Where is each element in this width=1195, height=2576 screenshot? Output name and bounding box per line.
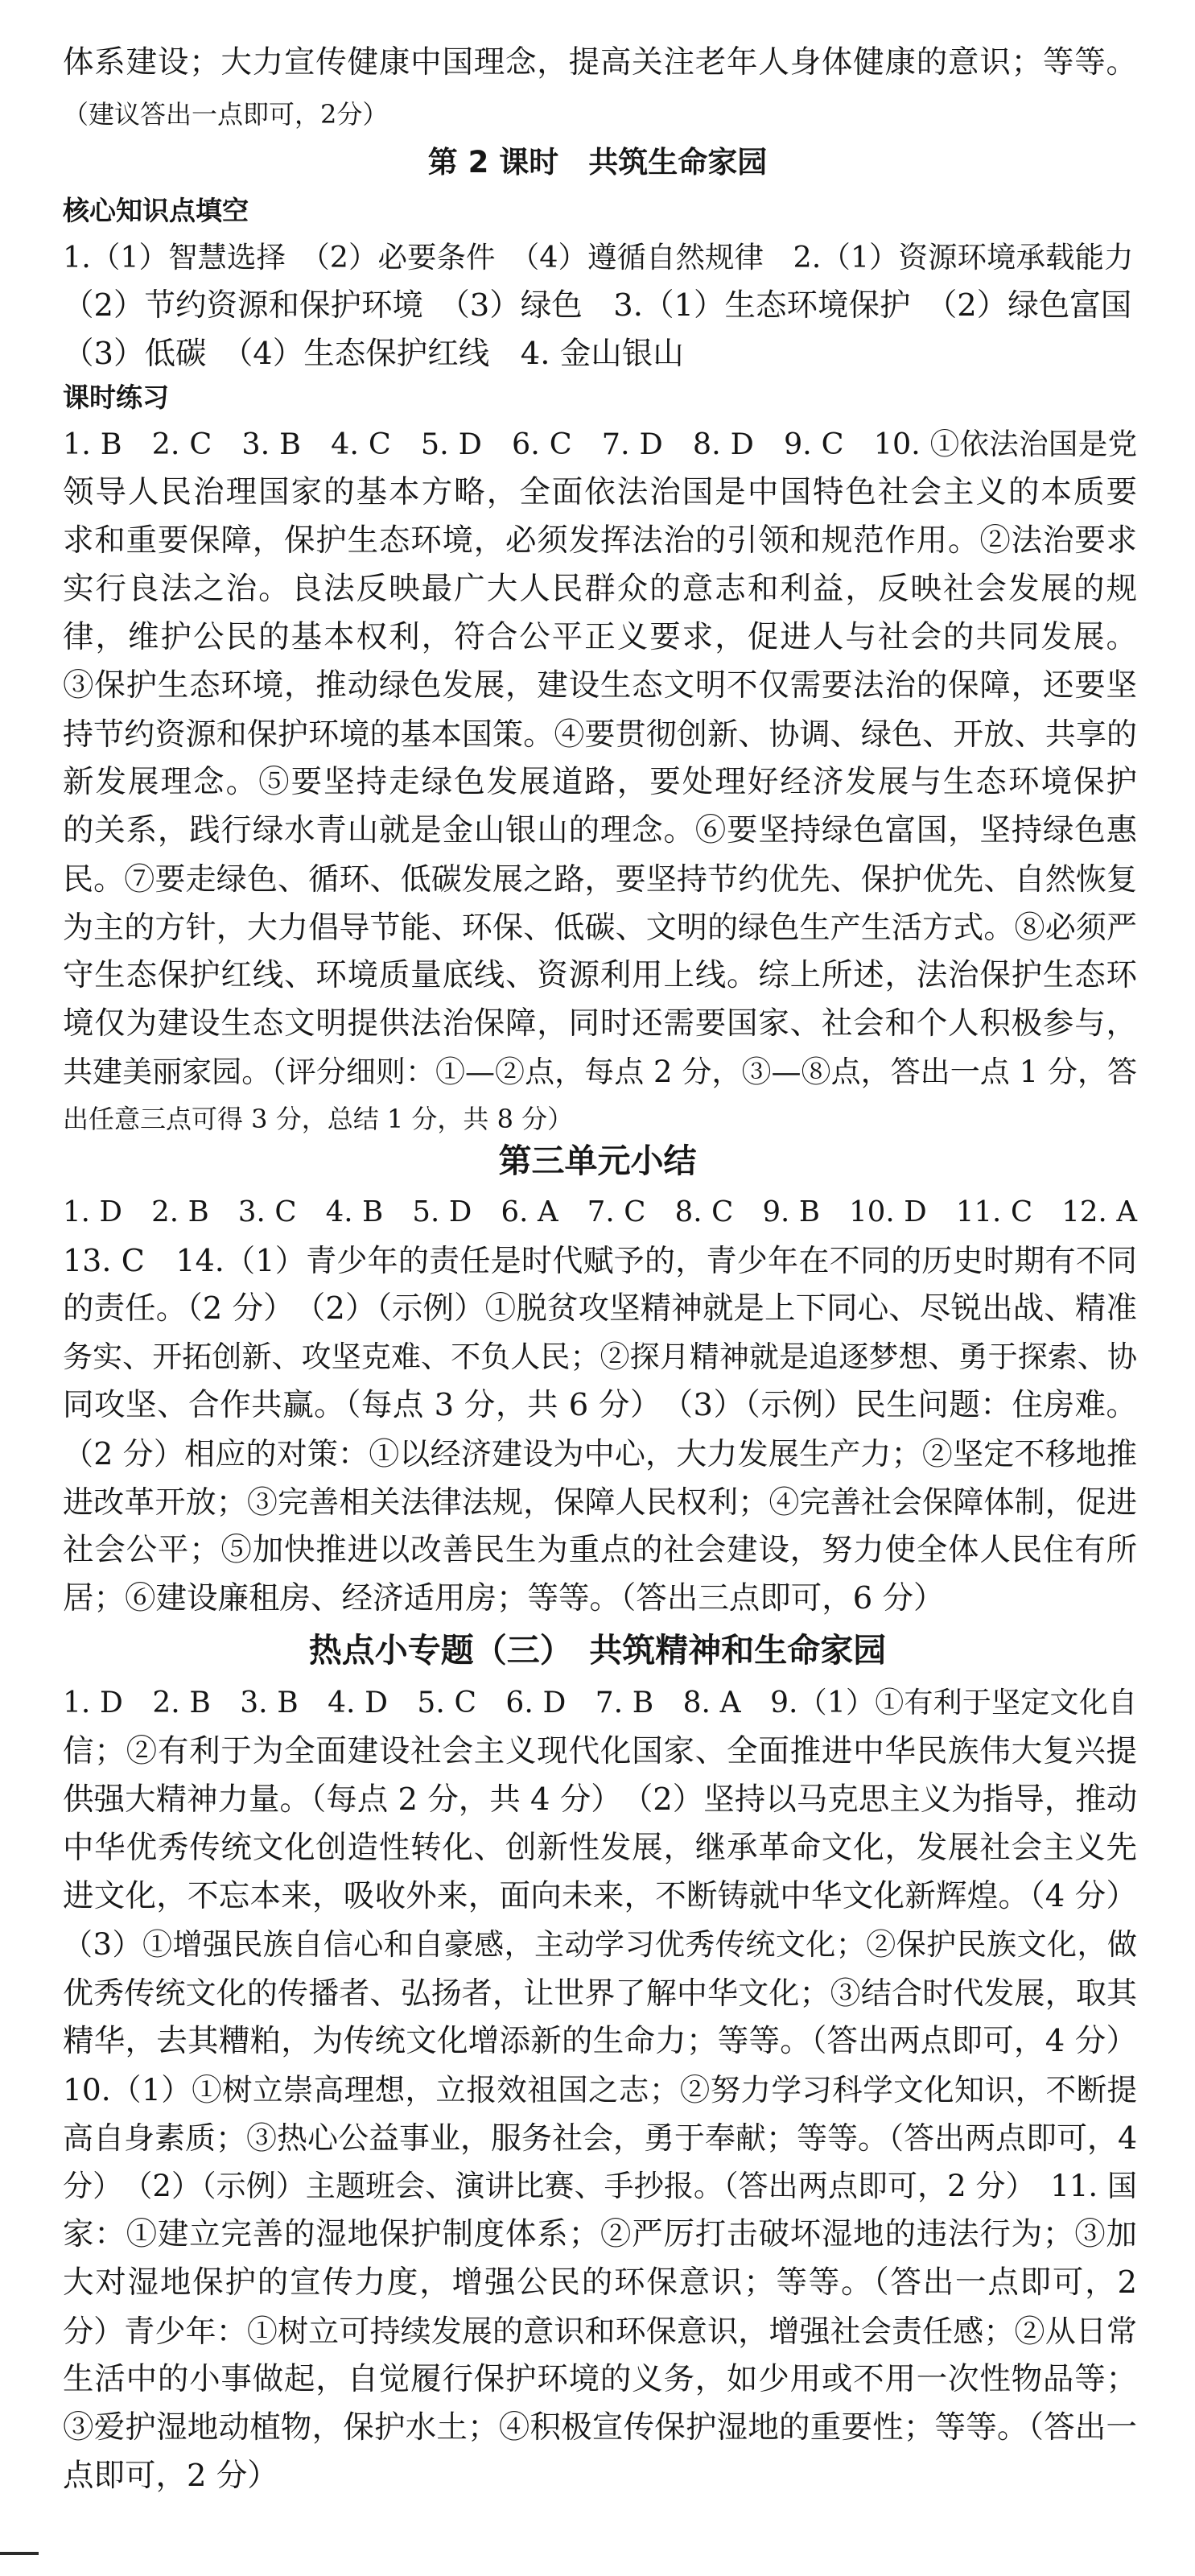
text-line: 居；⑥建设廉租房、经济适用房；等等。（答出三点即可，6 分）	[63, 1580, 945, 1616]
core-knowledge-label: 核心知识点填空	[63, 195, 249, 226]
hot-topic-title: 热点小专题（三） 共筑精神和生命家园	[308, 1631, 887, 1670]
text-line: 持节约资源和保护环境的基本国策。④要贯彻创新、协调、绿色、开放、共享的	[63, 716, 1137, 752]
text-line: 同攻坚、合作共赢。（每点 3 分，共 6 分） （3）（示例）民生问题：住房难。	[63, 1387, 1137, 1423]
text-line: 高自身素质；③热心公益事业，服务社会，勇于奉献；等等。（答出两点即可，4	[63, 2120, 1138, 2156]
text-line: （2）节约资源和保护环境 （3）绿色 3.（1）生态环境保护 （2）绿色富国	[63, 287, 1132, 324]
text-line: 求和重要保障，保护生态环境，必须发挥法治的引领和规范作用。②法治要求	[63, 522, 1137, 559]
text-line: 1. D 2. B 3. B 4. D 5. C 6. D 7. B 8. A 9.（1）①有利于坚定文化自	[63, 1686, 1137, 1719]
text-line: 的关系，践行绿水青山就是金山银山的理念。⑥要坚持绿色富国，坚持绿色惠	[63, 812, 1137, 848]
text-line: 10.（1）①树立崇高理想，立报效祖国之志；②努力学习科学文化知识，不断提	[63, 2072, 1137, 2107]
text-line: 13. C 14.（1）青少年的责任是时代赋予的，青少年在不同的历史时期有不同	[63, 1243, 1137, 1278]
text-line: 民。⑦要走绿色、循环、低碳发展之路，要坚持节约优先、保护优先、自然恢复	[63, 861, 1137, 897]
text-line: 信；②有利于为全面建设社会主义现代化国家、全面推进中华民族伟大复兴提	[63, 1733, 1137, 1769]
text-line: 家：①建立完善的湿地保护制度体系；②严厉打击破坏湿地的违法行为；③加	[63, 2216, 1137, 2252]
text-line: ③保护生态环境，推动绿色发展，建设生态文明不仅需要法治的保障，还要坚	[63, 667, 1137, 704]
text-line: 领导人民治理国家的基本方略，全面依法治国是中国特色社会主义的本质要	[63, 474, 1137, 510]
text-line: 进改革开放；③完善相关法律法规，保障人民权利；④完善社会保障体制，促进	[63, 1484, 1137, 1520]
text-line: 供强大精神力量。（每点 2 分，共 4 分） （2）坚持以马克思主义为指导，推动	[63, 1781, 1138, 1818]
text-line: 精华，去其糟粕，为传统文化增添新的生命力；等等。（答出两点即可，4 分）	[63, 2023, 1137, 2059]
text-line: 大对湿地保护的宣传力度，增强公民的环保意识；等等。（答出一点即可，2	[63, 2264, 1137, 2301]
lesson-title: 第 2 课时 共筑生命家园	[427, 145, 768, 180]
text-line: 的责任。（2 分） （2）（示例）①脱贫攻坚精神就是上下同心、尽锐出战、精准	[63, 1290, 1137, 1327]
text-line: 为主的方针，大力倡导节能、环保、低碳、文明的绿色生产生活方式。⑧必须严	[63, 910, 1137, 945]
text-line: ③爱护湿地动植物，保护水土；④积极宣传保护湿地的重要性；等等。（答出一	[63, 2409, 1137, 2446]
text-line: 中华优秀传统文化创造性转化、创新性发展，继承革命文化，发展社会主义先	[63, 1830, 1137, 1866]
text-line: （3）低碳 （4）生态保护红线 4. 金山银山	[63, 336, 684, 372]
text-line: 出任意三点可得 3 分，总结 1 分，共 8 分）	[63, 1104, 574, 1134]
text-line: 分） （2）（示例）主题班会、演讲比赛、手抄报。（答出两点即可，2 分） 11. 国	[63, 2169, 1137, 2203]
text-line: 生活中的小事做起，自觉履行保护环境的义务，如少用或不用一次性物品等；	[63, 2361, 1137, 2397]
text-line: 境仅为建设生态文明提供法治保障，同时还需要国家、社会和个人积极参与，	[63, 1005, 1137, 1042]
unit-summary-title: 第三单元小结	[498, 1141, 697, 1180]
page-edge-mark	[0, 2552, 39, 2555]
text-line: 守生态保护红线、环境质量底线、资源利用上线。综上所述，法治保护生态环	[63, 957, 1137, 993]
text-line: 分）青少年：①树立可持续发展的意识和环保意识，增强社会责任感；②从日常	[63, 2314, 1137, 2349]
text-line: （3）①增强民族自信心和自豪感，主动学习优秀传统文化；②保护民族文化，做	[63, 1927, 1137, 1962]
text-line: （2 分）相应的对策：①以经济建设为中心，大力发展生产力；②坚定不移地推	[63, 1436, 1137, 1472]
text-line: 1. B 2. C 3. B 4. C 5. D 6. C 7. D 8. D 9. C 10. ①依法治国是党	[63, 427, 1137, 461]
text-line: 务实、开拓创新、攻坚克难、不负人民；②探月精神就是追逐梦想、勇于探索、协	[63, 1340, 1137, 1374]
text-line: 新发展理念。⑤要坚持走绿色发展道路，要处理好经济发展与生态环境保护	[63, 764, 1137, 800]
text-line: 社会公平；⑤加快推进以改善民生为重点的社会建设，努力使全体人民住有所	[63, 1532, 1137, 1568]
text-line: （建议答出一点即可，2分）	[63, 99, 389, 130]
text-line: 优秀传统文化的传播者、弘扬者，让世界了解中华文化；③结合时代发展，取其	[63, 1975, 1137, 2011]
text-line: 1. D 2. B 3. C 4. B 5. D 6. A 7. C 8. C 9. B 10. D 11. C 12. A	[63, 1195, 1137, 1228]
text-line: 1.（1）智慧选择 （2）必要条件 （4）遵循自然规律 2.（1）资源环境承载能力	[63, 240, 1134, 275]
text-line: 点即可，2 分）	[63, 2458, 278, 2494]
practice-label: 课时练习	[63, 382, 169, 413]
text-line: 实行良法之治。良法反映最广大人民群众的意志和利益，反映社会发展的规	[63, 571, 1137, 607]
text-line: 体系建设；大力宣传健康中国理念，提高关注老年人身体健康的意识；等等。	[63, 44, 1137, 80]
text-line: 进文化，不忘本来，吸收外来，面向未来，不断铸就中华文化新辉煌。（4 分）	[63, 1878, 1137, 1914]
text-line: 律，维护公民的基本权利，符合公平正义要求，促进人与社会的共同发展。	[63, 619, 1137, 655]
text-line: 共建美丽家园。（评分细则：①—②点，每点 2 分，③—⑧点，答出一点 1 分，答	[63, 1055, 1137, 1089]
